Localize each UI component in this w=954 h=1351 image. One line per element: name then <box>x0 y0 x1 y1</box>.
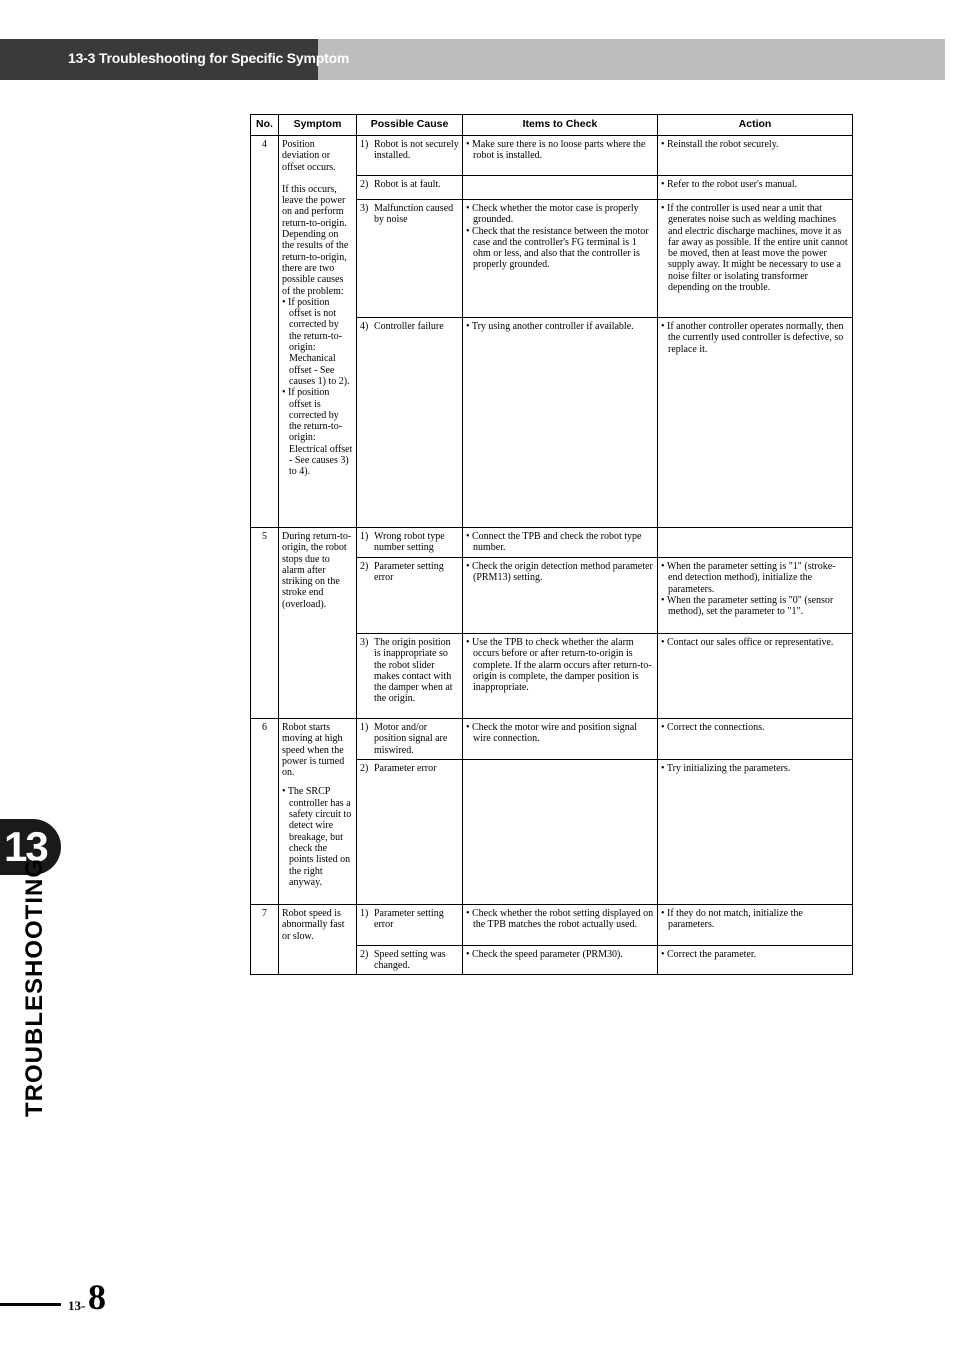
cause-text: Controller failure <box>374 321 444 332</box>
paragraph-gap <box>282 173 353 184</box>
cause-entry <box>360 561 459 584</box>
check-cell <box>463 634 658 719</box>
cause-text: Parameter setting error <box>374 908 444 931</box>
cause-entry <box>360 949 459 972</box>
symptom-text: Robot speed is abnormally fast or slow. <box>282 908 345 942</box>
col-header-no: No. <box>251 115 279 136</box>
cause-entry <box>360 203 459 226</box>
action-cell <box>658 905 853 946</box>
action-item: • If another controller operates normally, then the currently used controller is defective, so replace it. <box>661 321 844 355</box>
cause-text: Robot is not securely installed. <box>374 139 459 162</box>
symptom-text: If this occurs, leave the power on and perform return-to-origin. Depending on the results of the return-to-origin, there are two possible causes of the problem: <box>282 183 349 297</box>
action-item: • Refer to the robot user's manual. <box>661 179 798 190</box>
action-item: • Contact our sales office or representative. <box>661 637 834 648</box>
cause-text: Parameter setting error <box>374 561 444 584</box>
action-cell <box>658 176 853 200</box>
cause-entry <box>360 722 459 756</box>
action-item: • Correct the connections. <box>661 722 765 733</box>
cause-text: Speed setting was changed. <box>374 949 446 972</box>
check-item: • Check that the resistance between the motor case and the controller's FG terminal is 1 ohm or less, and also that the controller is properly grounded. <box>466 225 649 271</box>
table-row <box>251 136 853 176</box>
action-item: • Correct the parameter. <box>661 949 757 960</box>
action-item: • If the controller is used near a unit that generates noise such as welding machines and electric discharge machines, move it as far away as possible. If the entire unit cannot be moved, then at least move the power supply away. It might be necessary to use a noise filter or isolating transformer depending on the trouble. <box>661 203 848 294</box>
check-item: • Check whether the robot setting displayed on the TPB matches the robot actually used. <box>466 908 654 931</box>
chapter-number: 13 <box>4 823 47 870</box>
cause-text: The origin position is inappropriate so the robot slider makes contact with the damper when at the origin. <box>374 637 453 705</box>
check-cell <box>463 719 658 760</box>
action-cell <box>658 318 853 528</box>
check-cell <box>463 905 658 946</box>
symptom-text: • If position offset is corrected by the return-to-origin: Electrical offset - See causes 3) to 4). <box>282 387 353 478</box>
cause-text: Robot is at fault. <box>374 179 441 190</box>
cause-number: 2) <box>360 561 369 572</box>
cause-cell <box>357 558 463 634</box>
table-row <box>251 905 853 946</box>
row-number: 5 <box>251 528 279 719</box>
chapter-label: TROUBLESHOOTING <box>21 858 48 1117</box>
cause-number: 1) <box>360 908 369 919</box>
action-item: • When the parameter setting is "0" (sensor method), set the parameter to "1". <box>661 594 834 618</box>
col-header-action: Action <box>658 115 853 136</box>
cause-entry <box>360 321 459 332</box>
cause-number: 1) <box>360 139 369 150</box>
cause-cell <box>357 634 463 719</box>
check-item: • Try using another controller if available. <box>466 321 634 332</box>
cause-number: 1) <box>360 531 369 542</box>
header-bar <box>0 39 945 80</box>
cause-cell <box>357 905 463 946</box>
cause-number: 4) <box>360 321 369 332</box>
cause-number: 2) <box>360 179 369 190</box>
symptom-cell <box>279 528 357 719</box>
cause-number: 1) <box>360 722 369 733</box>
check-item: • Check the motor wire and position signal wire connection. <box>466 722 637 745</box>
check-item: • Check the speed parameter (PRM30). <box>466 949 623 960</box>
check-cell <box>463 318 658 528</box>
cause-text: Wrong robot type number setting <box>374 531 445 554</box>
check-item: • Check whether the motor case is properly grounded. <box>466 203 639 226</box>
cause-cell <box>357 200 463 318</box>
table-row <box>251 528 853 558</box>
check-cell <box>463 176 658 200</box>
symptom-cell <box>279 905 357 975</box>
symptom-text: • The SRCP controller has a safety circuit to detect wire breakage, but check the points listed on the right anyway. <box>282 786 352 888</box>
cause-entry <box>360 531 459 554</box>
cause-text: Parameter error <box>374 763 437 774</box>
action-item: • When the parameter setting is "1" (stroke-end detection method), initialize the parameters. <box>661 561 836 595</box>
page-prefix: 13- <box>68 1298 86 1313</box>
row-number: 4 <box>251 136 279 528</box>
page-number: 8 <box>88 1277 106 1317</box>
cause-number: 2) <box>360 763 369 774</box>
cause-entry <box>360 139 459 162</box>
table-header-row <box>251 115 853 136</box>
cause-text: Motor and/or position signal are miswired. <box>374 722 448 756</box>
action-item: • If they do not match, initialize the parameters. <box>661 908 803 931</box>
cause-number: 3) <box>360 203 369 214</box>
cause-number: 2) <box>360 949 369 960</box>
cause-entry <box>360 908 459 931</box>
cause-cell <box>357 760 463 905</box>
action-cell <box>658 200 853 318</box>
cause-cell <box>357 176 463 200</box>
action-item: • Try initializing the parameters. <box>661 763 791 774</box>
cause-cell <box>357 719 463 760</box>
check-cell <box>463 946 658 975</box>
symptom-text: Position deviation or offset occurs. <box>282 139 336 173</box>
check-item: • Make sure there is no loose parts where the robot is installed. <box>466 139 646 162</box>
symptom-text: Robot starts moving at high speed when the power is turned on. <box>282 722 345 779</box>
section-title: 13-3 Troubleshooting for Specific Symptom <box>68 50 350 66</box>
cause-cell <box>357 318 463 528</box>
cause-entry <box>360 763 459 774</box>
table-body <box>251 136 853 975</box>
action-cell <box>658 558 853 634</box>
symptom-text: • If position offset is not corrected by the return-to-origin: Mechanical offset - See causes 1) to 2). <box>282 296 350 387</box>
check-cell <box>463 200 658 318</box>
check-cell <box>463 528 658 558</box>
footer-rule <box>0 1303 61 1306</box>
check-cell <box>463 760 658 905</box>
action-cell <box>658 719 853 760</box>
check-item: • Check the origin detection method parameter (PRM13) setting. <box>466 561 653 584</box>
cause-cell <box>357 136 463 176</box>
col-header-cause: Possible Cause <box>357 115 463 136</box>
check-item: • Use the TPB to check whether the alarm occurs before or after return-to-origin is complete. If the alarm occurs after return-to-origin is complete, the damper position is inappropriate. <box>466 637 652 694</box>
check-item: • Connect the TPB and check the robot type number. <box>466 531 642 554</box>
troubleshooting-table <box>250 114 853 975</box>
action-cell <box>658 136 853 176</box>
col-header-symptom: Symptom <box>279 115 357 136</box>
action-cell <box>658 760 853 905</box>
cause-number: 3) <box>360 637 369 648</box>
symptom-text: During return-to-origin, the robot stops due to alarm after striking on the stroke end (overload). <box>282 531 352 610</box>
header-tab <box>0 39 350 80</box>
cause-entry <box>360 179 459 190</box>
symptom-cell <box>279 136 357 528</box>
action-cell <box>658 634 853 719</box>
action-item: • Reinstall the robot securely. <box>661 139 779 150</box>
cause-entry <box>360 637 459 705</box>
symptom-cell <box>279 719 357 905</box>
cause-cell <box>357 528 463 558</box>
table-row <box>251 719 853 760</box>
row-number: 7 <box>251 905 279 975</box>
col-header-check: Items to Check <box>463 115 658 136</box>
cause-cell <box>357 946 463 975</box>
row-number: 6 <box>251 719 279 905</box>
action-cell <box>658 946 853 975</box>
action-cell <box>658 528 853 558</box>
check-cell <box>463 558 658 634</box>
check-cell <box>463 136 658 176</box>
cause-text: Malfunction caused by noise <box>374 203 454 226</box>
